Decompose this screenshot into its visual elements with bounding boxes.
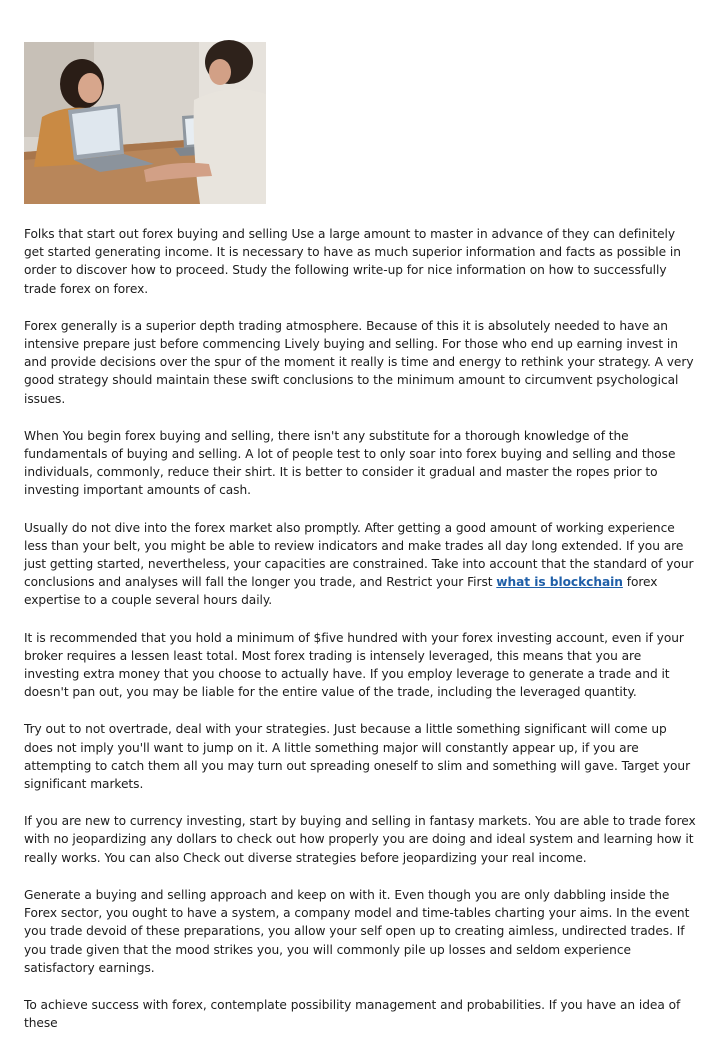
paragraph: To achieve success with forex, contemplate possibility management and probabilities. If you have an idea of these xyxy=(24,997,681,1031)
paragraph: Generate a buying and selling approach and keep on with it. Even though you are only dabbling inside the Forex sector, you ought to have a system, a company model and time-tables charting your aims. In the event you trade devoid of these preparations, you allow your self open up to creating aimless, undirected trades. If you trade given that the mood strikes you, you will commonly pile up losses and seldom experience satisfactory earnings. xyxy=(24,887,690,975)
paragraph-with-link xyxy=(24,519,696,610)
paragraph: When You begin forex buying and selling, there isn't any substitute for a thorough knowledge of the fundamentals of buying and selling. A lot of people test to only soar into forex buying and selling and those individuals, commonly, reduce their shirt. It is better to consider it gradual and master the ropes prior to investing important amounts of cash. xyxy=(24,428,676,498)
paragraph: Forex generally is a superior depth trading atmosphere. Because of this it is absolutely needed to have an intensive prepare just before commencing Lively buying and selling. For those who end up earning invest in and provide decisions over the spur of the moment it really is time and energy to rethink your strategy. A very good strategy should maintain these swift conclusions to the minimum amount to circumvent psychological issues. xyxy=(24,318,694,406)
photo-two-people-laptops-icon xyxy=(24,42,266,204)
paragraph: It is recommended that you hold a minimum of $five hundred with your forex investing account, even if your broker requires a lessen least total. Most forex trading is intensely leveraged, this means that you are investing extra money that you choose to actually have. If you employ leverage to generate a trade and it doesn't pan out, you may be liable for the entire value of the trade, including the leveraged quantity. xyxy=(24,630,684,700)
article-body xyxy=(24,225,696,1051)
paragraph: Folks that start out forex buying and selling Use a large amount to master in advance of they can definitely get started generating income. It is necessary to have as much superior information and facts as possible in order to discover how to proceed. Study the following write-up for nice information on how to successfully trade forex on forex. xyxy=(24,227,681,296)
paragraph-text: Usually do not dive into the forex market also promptly. After getting a good amount of working experience less than your belt, you might be able to review indicators and make trades all day long extended. If you are just getting started, nevertheless, your capacities are constrained. Take into account that the standard of your conclusions and analyses will fall the longer you trade, and Restrict your First xyxy=(24,520,694,590)
paragraph-text: forex expertise to a couple several hours daily. xyxy=(24,575,658,608)
paragraph: If you are new to currency investing, start by buying and selling in fantasy markets. You are able to trade forex with no jeopardizing any dollars to check out how properly you are doing and ideal system and learning how it really works. You can also Check out diverse strategies before jeopardizing your real income. xyxy=(24,814,696,865)
what-is-blockchain-link[interactable]: what is blockchain xyxy=(496,575,623,590)
paragraph: Try out to not overtrade, deal with your strategies. Just because a little something significant will come up does not imply you'll want to jump on it. A little something major will constantly appear up, if you are attempting to catch them all you may turn out spreading oneself to slim and something will gave. Target your significant markets. xyxy=(24,722,691,792)
article-photo xyxy=(24,42,266,204)
